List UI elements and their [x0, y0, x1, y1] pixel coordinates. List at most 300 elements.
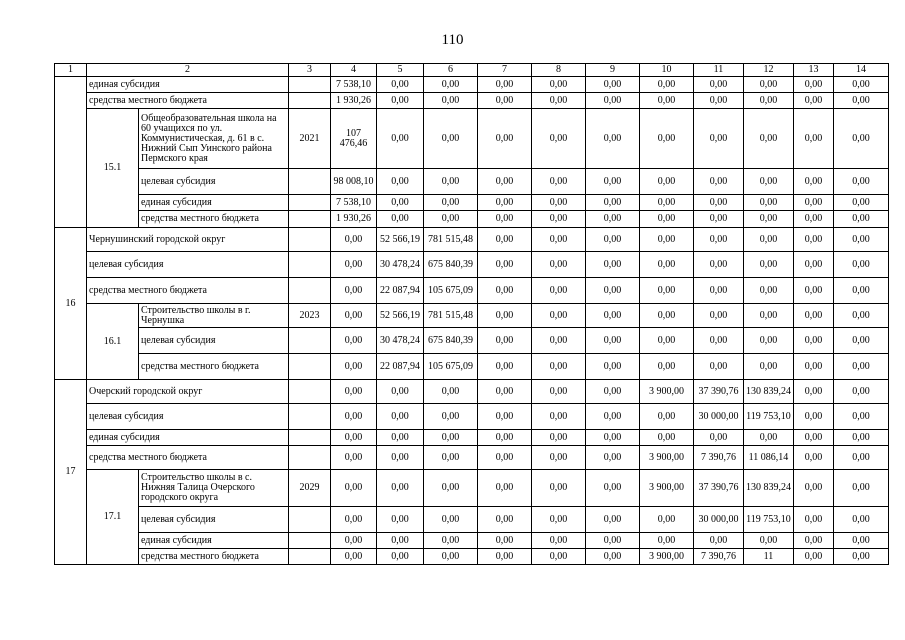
value-cell: 0,00 [834, 328, 889, 354]
table-row [55, 93, 889, 109]
value-cell: 0,00 [794, 354, 834, 380]
value-cell: 0,00 [640, 211, 694, 228]
value-cell: 0,00 [834, 304, 889, 328]
value-cell: 0,00 [794, 404, 834, 430]
year-cell [289, 211, 331, 228]
year-cell [289, 93, 331, 109]
year-cell [289, 252, 331, 278]
value-cell: 7 390,76 [694, 549, 744, 565]
year-cell [289, 430, 331, 446]
value-cell: 0,00 [532, 228, 586, 252]
value-cell: 0,00 [694, 195, 744, 211]
table-row [55, 169, 889, 195]
header-cell: 8 [532, 64, 586, 77]
value-cell: 0,00 [424, 109, 478, 169]
header-cell: 2 [87, 64, 289, 77]
budget-table [54, 63, 889, 565]
value-cell: 0,00 [331, 304, 377, 328]
value-cell: 0,00 [744, 278, 794, 304]
value-cell: 0,00 [532, 507, 586, 533]
value-cell: 0,00 [744, 430, 794, 446]
value-cell: 0,00 [424, 470, 478, 507]
value-cell: 0,00 [586, 109, 640, 169]
value-cell: 0,00 [794, 109, 834, 169]
value-cell: 0,00 [586, 549, 640, 565]
value-cell: 0,00 [424, 404, 478, 430]
value-cell: 0,00 [694, 93, 744, 109]
page-number: 110 [441, 32, 464, 48]
value-cell: 0,00 [834, 77, 889, 93]
value-cell: 3 900,00 [640, 380, 694, 404]
value-cell: 0,00 [424, 533, 478, 549]
value-cell: 0,00 [640, 507, 694, 533]
value-cell: 0,00 [794, 304, 834, 328]
value-cell: 0,00 [640, 109, 694, 169]
value-cell: 781 515,48 [424, 228, 478, 252]
value-cell: 781 515,48 [424, 304, 478, 328]
value-cell: 0,00 [834, 446, 889, 470]
year-cell [289, 507, 331, 533]
value-cell: 0,00 [834, 533, 889, 549]
row-name-cell: единая субсидия [139, 195, 289, 211]
value-cell: 0,00 [694, 533, 744, 549]
value-cell: 0,00 [794, 328, 834, 354]
value-cell: 0,00 [478, 470, 532, 507]
value-cell: 37 390,76 [694, 470, 744, 507]
value-cell: 0,00 [744, 93, 794, 109]
value-cell: 0,00 [478, 93, 532, 109]
year-cell [289, 354, 331, 380]
value-cell: 0,00 [331, 507, 377, 533]
value-cell: 0,00 [478, 211, 532, 228]
value-cell: 0,00 [532, 93, 586, 109]
table-row [55, 404, 889, 430]
value-cell: 0,00 [834, 169, 889, 195]
value-cell: 0,00 [586, 380, 640, 404]
value-cell: 0,00 [586, 354, 640, 380]
value-cell: 0,00 [331, 430, 377, 446]
value-cell: 0,00 [794, 252, 834, 278]
subgroup-number-cell: 16.1 [87, 304, 139, 380]
value-cell: 0,00 [532, 404, 586, 430]
value-cell: 0,00 [794, 211, 834, 228]
value-cell: 0,00 [834, 507, 889, 533]
value-cell: 11 [744, 549, 794, 565]
value-cell: 130 839,24 [744, 380, 794, 404]
value-cell: 105 675,09 [424, 354, 478, 380]
value-cell: 0,00 [331, 533, 377, 549]
year-cell [289, 228, 331, 252]
row-name-cell: средства местного бюджета [139, 211, 289, 228]
value-cell: 0,00 [478, 77, 532, 93]
value-cell: 0,00 [744, 77, 794, 93]
header-row [55, 64, 889, 77]
row-name-cell: Очерский городской округ [87, 380, 289, 404]
table-row [55, 304, 889, 328]
value-cell: 0,00 [586, 533, 640, 549]
year-cell [289, 328, 331, 354]
value-cell: 0,00 [586, 195, 640, 211]
value-cell: 0,00 [586, 211, 640, 228]
value-cell: 0,00 [331, 404, 377, 430]
value-cell: 0,00 [694, 278, 744, 304]
value-cell: 0,00 [424, 195, 478, 211]
row-name-cell: Общеобразовательная школа на 60 учащихся по ул. Коммунистическая, д. 61 в с. Нижний Сып Уинского района Пермского края [139, 109, 289, 169]
value-cell: 0,00 [834, 228, 889, 252]
value-cell: 0,00 [331, 252, 377, 278]
row-name-cell: целевая субсидия [139, 328, 289, 354]
subgroup-number-cell: 17.1 [87, 470, 139, 565]
value-cell: 0,00 [640, 169, 694, 195]
value-cell: 1 930,26 [331, 211, 377, 228]
value-cell: 52 566,19 [377, 228, 424, 252]
year-cell [289, 278, 331, 304]
header-cell: 1 [55, 64, 87, 77]
value-cell: 22 087,94 [377, 354, 424, 380]
value-cell: 0,00 [694, 211, 744, 228]
value-cell: 0,00 [377, 446, 424, 470]
value-cell: 0,00 [794, 380, 834, 404]
row-name-cell: единая субсидия [87, 430, 289, 446]
value-cell: 7 390,76 [694, 446, 744, 470]
year-cell [289, 533, 331, 549]
subgroup-number-cell: 15.1 [87, 109, 139, 228]
header-cell: 7 [478, 64, 532, 77]
year-cell [289, 77, 331, 93]
value-cell: 0,00 [586, 169, 640, 195]
table-row [55, 328, 889, 354]
value-cell: 0,00 [794, 533, 834, 549]
header-cell: 11 [694, 64, 744, 77]
value-cell: 3 900,00 [640, 446, 694, 470]
value-cell: 0,00 [424, 93, 478, 109]
value-cell: 0,00 [586, 404, 640, 430]
row-name-cell: средства местного бюджета [87, 93, 289, 109]
value-cell: 37 390,76 [694, 380, 744, 404]
year-cell [289, 549, 331, 565]
value-cell: 0,00 [532, 430, 586, 446]
row-name-cell: целевая субсидия [87, 404, 289, 430]
table-row [55, 252, 889, 278]
value-cell: 30 478,24 [377, 328, 424, 354]
row-name-cell: единая субсидия [87, 77, 289, 93]
value-cell: 3 900,00 [640, 549, 694, 565]
value-cell: 11 086,14 [744, 446, 794, 470]
value-cell: 0,00 [586, 430, 640, 446]
value-cell: 0,00 [478, 328, 532, 354]
table-row [55, 354, 889, 380]
value-cell: 0,00 [586, 77, 640, 93]
value-cell: 0,00 [794, 93, 834, 109]
value-cell: 52 566,19 [377, 304, 424, 328]
year-cell: 2023 [289, 304, 331, 328]
value-cell: 0,00 [586, 304, 640, 328]
table-row [55, 109, 889, 169]
year-cell [289, 195, 331, 211]
row-name-cell: Строительство школы в с. Нижняя Талица Очерского городского округа [139, 470, 289, 507]
value-cell: 0,00 [794, 77, 834, 93]
value-cell: 0,00 [834, 278, 889, 304]
value-cell: 3 900,00 [640, 470, 694, 507]
header-cell: 3 [289, 64, 331, 77]
value-cell: 0,00 [424, 77, 478, 93]
value-cell: 0,00 [478, 252, 532, 278]
value-cell: 0,00 [424, 380, 478, 404]
value-cell: 0,00 [532, 354, 586, 380]
header-cell: 14 [834, 64, 889, 77]
header-cell: 6 [424, 64, 478, 77]
value-cell: 0,00 [794, 507, 834, 533]
value-cell: 0,00 [794, 549, 834, 565]
value-cell: 0,00 [377, 109, 424, 169]
header-cell: 9 [586, 64, 640, 77]
value-cell: 105 675,09 [424, 278, 478, 304]
table-row [55, 380, 889, 404]
value-cell: 0,00 [532, 169, 586, 195]
value-cell: 0,00 [478, 430, 532, 446]
value-cell: 0,00 [424, 169, 478, 195]
value-cell: 0,00 [478, 533, 532, 549]
value-cell: 119 753,10 [744, 404, 794, 430]
row-name-cell: целевая субсидия [139, 507, 289, 533]
table-row [55, 195, 889, 211]
year-cell: 2029 [289, 470, 331, 507]
year-cell [289, 404, 331, 430]
table-row [55, 211, 889, 228]
value-cell: 119 753,10 [744, 507, 794, 533]
value-cell: 0,00 [478, 195, 532, 211]
value-cell: 0,00 [586, 446, 640, 470]
value-cell: 0,00 [834, 109, 889, 169]
value-cell: 0,00 [834, 93, 889, 109]
value-cell: 0,00 [640, 93, 694, 109]
value-cell: 7 538,10 [331, 195, 377, 211]
value-cell: 0,00 [478, 169, 532, 195]
row-name-cell: целевая субсидия [87, 252, 289, 278]
value-cell: 675 840,39 [424, 252, 478, 278]
value-cell: 0,00 [694, 304, 744, 328]
value-cell: 0,00 [331, 380, 377, 404]
value-cell: 0,00 [331, 446, 377, 470]
row-name-cell: Строительство школы в г. Чернушка [139, 304, 289, 328]
table-row [55, 533, 889, 549]
value-cell: 0,00 [377, 430, 424, 446]
value-cell: 30 000,00 [694, 507, 744, 533]
value-cell: 0,00 [834, 549, 889, 565]
value-cell: 0,00 [834, 380, 889, 404]
value-cell: 0,00 [377, 169, 424, 195]
value-cell: 0,00 [478, 109, 532, 169]
value-cell: 0,00 [744, 304, 794, 328]
value-cell: 0,00 [640, 533, 694, 549]
value-cell: 0,00 [478, 354, 532, 380]
row-name-cell: средства местного бюджета [139, 549, 289, 565]
value-cell: 0,00 [744, 211, 794, 228]
value-cell: 30 000,00 [694, 404, 744, 430]
year-cell [289, 446, 331, 470]
value-cell: 0,00 [794, 430, 834, 446]
table-row [55, 507, 889, 533]
value-cell: 0,00 [377, 470, 424, 507]
value-cell: 0,00 [744, 195, 794, 211]
year-cell: 2021 [289, 109, 331, 169]
table-row [55, 446, 889, 470]
value-cell: 0,00 [694, 328, 744, 354]
value-cell: 0,00 [694, 77, 744, 93]
value-cell: 0,00 [744, 169, 794, 195]
value-cell: 0,00 [694, 252, 744, 278]
value-cell: 0,00 [331, 470, 377, 507]
value-cell: 0,00 [744, 228, 794, 252]
value-cell: 0,00 [744, 328, 794, 354]
header-cell: 5 [377, 64, 424, 77]
row-name-cell: Чернушинский городской округ [87, 228, 289, 252]
value-cell: 0,00 [532, 328, 586, 354]
value-cell: 22 087,94 [377, 278, 424, 304]
value-cell: 0,00 [794, 195, 834, 211]
value-cell: 0,00 [377, 533, 424, 549]
value-cell: 0,00 [586, 93, 640, 109]
table-row [55, 549, 889, 565]
value-cell: 0,00 [640, 278, 694, 304]
value-cell: 0,00 [377, 507, 424, 533]
row-name-cell: средства местного бюджета [87, 446, 289, 470]
value-cell: 0,00 [794, 470, 834, 507]
value-cell: 0,00 [532, 549, 586, 565]
table-row [55, 77, 889, 93]
header-cell: 12 [744, 64, 794, 77]
value-cell: 98 008,10 [331, 169, 377, 195]
value-cell: 0,00 [478, 507, 532, 533]
value-cell: 0,00 [694, 228, 744, 252]
value-cell: 0,00 [377, 195, 424, 211]
value-cell: 0,00 [694, 354, 744, 380]
value-cell: 675 840,39 [424, 328, 478, 354]
value-cell: 0,00 [586, 252, 640, 278]
value-cell: 0,00 [640, 328, 694, 354]
value-cell: 0,00 [532, 446, 586, 470]
value-cell: 107 476,46 [331, 109, 377, 169]
value-cell: 0,00 [744, 109, 794, 169]
table-row [55, 470, 889, 507]
value-cell: 0,00 [424, 446, 478, 470]
header-cell: 13 [794, 64, 834, 77]
group-number-cell: 17 [55, 380, 87, 565]
value-cell: 0,00 [377, 549, 424, 565]
value-cell: 0,00 [640, 404, 694, 430]
value-cell: 7 538,10 [331, 77, 377, 93]
value-cell: 0,00 [532, 470, 586, 507]
value-cell: 0,00 [694, 169, 744, 195]
value-cell: 0,00 [744, 533, 794, 549]
group-number-cell [55, 77, 87, 228]
value-cell: 0,00 [478, 278, 532, 304]
value-cell: 0,00 [377, 380, 424, 404]
value-cell: 0,00 [532, 252, 586, 278]
header-cell: 4 [331, 64, 377, 77]
value-cell: 0,00 [640, 228, 694, 252]
row-name-cell: средства местного бюджета [87, 278, 289, 304]
value-cell: 0,00 [478, 446, 532, 470]
value-cell: 0,00 [694, 430, 744, 446]
value-cell: 0,00 [794, 278, 834, 304]
value-cell: 0,00 [424, 507, 478, 533]
value-cell: 0,00 [478, 380, 532, 404]
value-cell: 0,00 [744, 252, 794, 278]
value-cell: 0,00 [532, 109, 586, 169]
value-cell: 0,00 [640, 252, 694, 278]
value-cell: 0,00 [834, 354, 889, 380]
table-row [55, 430, 889, 446]
value-cell: 0,00 [478, 549, 532, 565]
table-row [55, 228, 889, 252]
value-cell: 0,00 [586, 507, 640, 533]
value-cell: 0,00 [694, 109, 744, 169]
value-cell: 30 478,24 [377, 252, 424, 278]
value-cell: 130 839,24 [744, 470, 794, 507]
value-cell: 1 930,26 [331, 93, 377, 109]
value-cell: 0,00 [377, 404, 424, 430]
value-cell: 0,00 [834, 211, 889, 228]
value-cell: 0,00 [586, 328, 640, 354]
row-name-cell: целевая субсидия [139, 169, 289, 195]
value-cell: 0,00 [377, 93, 424, 109]
value-cell: 0,00 [640, 354, 694, 380]
value-cell: 0,00 [834, 195, 889, 211]
value-cell: 0,00 [331, 354, 377, 380]
value-cell: 0,00 [532, 380, 586, 404]
value-cell: 0,00 [834, 252, 889, 278]
value-cell: 0,00 [640, 430, 694, 446]
value-cell: 0,00 [794, 446, 834, 470]
value-cell: 0,00 [532, 77, 586, 93]
value-cell: 0,00 [478, 404, 532, 430]
value-cell: 0,00 [532, 304, 586, 328]
value-cell: 0,00 [586, 228, 640, 252]
value-cell: 0,00 [331, 549, 377, 565]
value-cell: 0,00 [331, 228, 377, 252]
value-cell: 0,00 [331, 278, 377, 304]
value-cell: 0,00 [424, 430, 478, 446]
table-row [55, 278, 889, 304]
value-cell: 0,00 [532, 195, 586, 211]
value-cell: 0,00 [640, 77, 694, 93]
value-cell: 0,00 [640, 304, 694, 328]
value-cell: 0,00 [478, 228, 532, 252]
value-cell: 0,00 [424, 549, 478, 565]
value-cell: 0,00 [834, 404, 889, 430]
year-cell [289, 169, 331, 195]
value-cell: 0,00 [834, 430, 889, 446]
value-cell: 0,00 [532, 278, 586, 304]
value-cell: 0,00 [331, 328, 377, 354]
value-cell: 0,00 [377, 77, 424, 93]
value-cell: 0,00 [586, 470, 640, 507]
value-cell: 0,00 [532, 533, 586, 549]
value-cell: 0,00 [377, 211, 424, 228]
value-cell: 0,00 [744, 354, 794, 380]
header-cell: 10 [640, 64, 694, 77]
value-cell: 0,00 [478, 304, 532, 328]
value-cell: 0,00 [640, 195, 694, 211]
year-cell [289, 380, 331, 404]
group-number-cell: 16 [55, 228, 87, 380]
value-cell: 0,00 [794, 228, 834, 252]
value-cell: 0,00 [424, 211, 478, 228]
row-name-cell: средства местного бюджета [139, 354, 289, 380]
value-cell: 0,00 [794, 169, 834, 195]
value-cell: 0,00 [834, 470, 889, 507]
